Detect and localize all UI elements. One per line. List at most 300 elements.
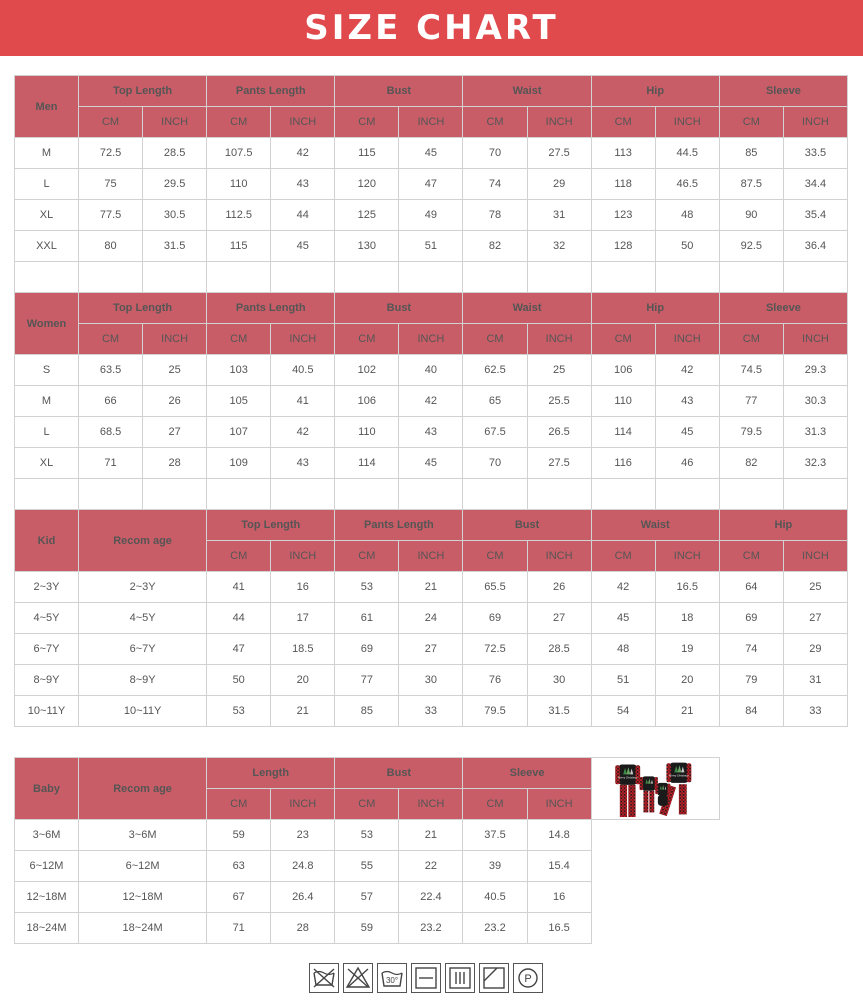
measurement-cell: 106 — [591, 355, 655, 386]
men-label: Men — [15, 76, 79, 138]
measurement-cell: 69 — [463, 603, 527, 634]
unit-inch: INCH — [527, 541, 591, 572]
col-header: Pants Length — [207, 293, 335, 324]
measurement-cell: 118 — [591, 169, 655, 200]
size-label: 6~12M — [15, 851, 79, 882]
unit-inch: INCH — [655, 107, 719, 138]
table-row — [15, 231, 848, 262]
measurement-cell: 67 — [207, 882, 271, 913]
measurement-cell: 27 — [143, 417, 207, 448]
measurement-cell: 35.4 — [783, 200, 847, 231]
measurement-cell: 61 — [335, 603, 399, 634]
recom-age-value: 6~7Y — [79, 634, 207, 665]
measurement-cell: 42 — [591, 572, 655, 603]
measurement-cell: 116 — [591, 448, 655, 479]
unit-inch: INCH — [527, 107, 591, 138]
table-row — [15, 634, 848, 665]
measurement-cell: 27 — [783, 603, 847, 634]
table-row — [15, 603, 848, 634]
measurement-cell: 70 — [463, 138, 527, 169]
measurement-cell: 26 — [143, 386, 207, 417]
men-size-table — [14, 75, 848, 293]
care-icons — [309, 963, 543, 993]
measurement-cell: 25 — [143, 355, 207, 386]
dry-flat-icon — [411, 963, 441, 993]
measurement-cell: 33 — [399, 696, 463, 727]
measurement-cell: 28.5 — [143, 138, 207, 169]
measurement-cell: 22 — [399, 851, 463, 882]
unit-inch: INCH — [783, 541, 847, 572]
no-bleach-icon — [343, 963, 373, 993]
unit-inch: INCH — [271, 541, 335, 572]
measurement-cell: 25.5 — [527, 386, 591, 417]
dry-clean-p-icon — [513, 963, 543, 993]
unit-inch: INCH — [399, 324, 463, 355]
unit-inch: INCH — [271, 107, 335, 138]
measurement-cell: 114 — [591, 417, 655, 448]
measurement-cell: 87.5 — [719, 169, 783, 200]
unit-cm: CM — [463, 107, 527, 138]
measurement-cell: 47 — [399, 169, 463, 200]
unit-cm: CM — [719, 541, 783, 572]
recom-age-value: 2~3Y — [79, 572, 207, 603]
measurement-cell: 41 — [207, 572, 271, 603]
men-rows — [15, 138, 848, 262]
measurement-cell: 102 — [335, 355, 399, 386]
size-label: L — [15, 417, 79, 448]
col-header: Sleeve — [463, 758, 591, 789]
measurement-cell: 74 — [463, 169, 527, 200]
recom-age-value: 18~24M — [79, 913, 207, 944]
measurement-cell: 78 — [463, 200, 527, 231]
size-label: S — [15, 355, 79, 386]
measurement-cell: 66 — [79, 386, 143, 417]
size-label: M — [15, 386, 79, 417]
table-row — [15, 572, 848, 603]
col-header: Top Length — [79, 76, 207, 107]
measurement-cell: 53 — [335, 820, 399, 851]
measurement-cell: 63.5 — [79, 355, 143, 386]
measurement-cell: 72.5 — [79, 138, 143, 169]
recom-age-value: 3~6M — [79, 820, 207, 851]
kid-pajama — [639, 776, 657, 812]
kid-rows — [15, 572, 848, 727]
measurement-cell: 26 — [527, 572, 591, 603]
measurement-cell: 21 — [271, 696, 335, 727]
measurement-cell: 46 — [655, 448, 719, 479]
measurement-cell: 28.5 — [527, 634, 591, 665]
measurement-cell: 65 — [463, 386, 527, 417]
measurement-cell: 20 — [655, 665, 719, 696]
col-header: Pants Length — [335, 510, 463, 541]
table-row — [15, 448, 848, 479]
unit-inch: INCH — [655, 541, 719, 572]
measurement-cell: 26.4 — [271, 882, 335, 913]
measurement-cell: 63 — [207, 851, 271, 882]
col-header: Top Length — [207, 510, 335, 541]
spacer-row — [15, 262, 848, 293]
measurement-cell: 19 — [655, 634, 719, 665]
measurement-cell: 17 — [271, 603, 335, 634]
measurement-cell: 27.5 — [527, 138, 591, 169]
measurement-cell: 45 — [271, 231, 335, 262]
measurement-cell: 43 — [271, 448, 335, 479]
size-label: 10~11Y — [15, 696, 79, 727]
measurement-cell: 14.8 — [527, 820, 591, 851]
measurement-cell: 32 — [527, 231, 591, 262]
measurement-cell: 16.5 — [655, 572, 719, 603]
table-row — [15, 386, 848, 417]
size-label: 6~7Y — [15, 634, 79, 665]
measurement-cell: 21 — [399, 572, 463, 603]
measurement-cell: 123 — [591, 200, 655, 231]
unit-cm: CM — [79, 107, 143, 138]
unit-inch: INCH — [783, 107, 847, 138]
measurement-cell: 45 — [399, 138, 463, 169]
measurement-cell: 16.5 — [527, 913, 591, 944]
measurement-cell: 50 — [207, 665, 271, 696]
measurement-cell: 109 — [207, 448, 271, 479]
measurement-cell: 107 — [207, 417, 271, 448]
measurement-cell: 71 — [79, 448, 143, 479]
measurement-cell: 110 — [591, 386, 655, 417]
measurement-cell: 77.5 — [79, 200, 143, 231]
unit-inch: INCH — [399, 107, 463, 138]
kid-label: Kid — [15, 510, 79, 572]
measurement-cell: 31.5 — [527, 696, 591, 727]
measurement-cell: 46.5 — [655, 169, 719, 200]
baby-label: Baby — [15, 758, 79, 820]
unit-cm: CM — [719, 324, 783, 355]
unit-cm: CM — [79, 324, 143, 355]
size-label: 2~3Y — [15, 572, 79, 603]
measurement-cell: 42 — [271, 417, 335, 448]
measurement-cell: 29.3 — [783, 355, 847, 386]
measurement-cell: 79 — [719, 665, 783, 696]
measurement-cell: 43 — [271, 169, 335, 200]
unit-cm: CM — [591, 541, 655, 572]
measurement-cell: 64 — [719, 572, 783, 603]
baby-rows — [15, 820, 848, 944]
measurement-cell: 27 — [399, 634, 463, 665]
measurement-cell: 71 — [207, 913, 271, 944]
col-header: Bust — [335, 758, 463, 789]
measurement-cell: 41 — [271, 386, 335, 417]
recom-age-value: 8~9Y — [79, 665, 207, 696]
no-wash-icon — [309, 963, 339, 993]
measurement-cell: 22.4 — [399, 882, 463, 913]
measurement-cell: 26.5 — [527, 417, 591, 448]
family-pajamas-image — [592, 758, 719, 819]
measurement-cell: 62.5 — [463, 355, 527, 386]
table-row — [15, 913, 848, 944]
recom-age-value: 10~11Y — [79, 696, 207, 727]
measurement-cell: 31.5 — [143, 231, 207, 262]
measurement-cell: 34.4 — [783, 169, 847, 200]
measurement-cell: 47 — [207, 634, 271, 665]
measurement-cell: 42 — [399, 386, 463, 417]
size-label: XL — [15, 448, 79, 479]
unit-inch: INCH — [143, 107, 207, 138]
measurement-cell: 37.5 — [463, 820, 527, 851]
col-header: Bust — [335, 293, 463, 324]
recom-age-value: 12~18M — [79, 882, 207, 913]
svg-text:P: P — [524, 973, 532, 985]
measurement-cell: 69 — [335, 634, 399, 665]
size-label: M — [15, 138, 79, 169]
measurement-cell: 28 — [271, 913, 335, 944]
measurement-cell: 59 — [207, 820, 271, 851]
title-banner — [0, 0, 863, 56]
measurement-cell: 84 — [719, 696, 783, 727]
table-row — [15, 882, 848, 913]
measurement-cell: 21 — [655, 696, 719, 727]
measurement-cell: 27 — [527, 603, 591, 634]
size-label: 3~6M — [15, 820, 79, 851]
measurement-cell: 51 — [591, 665, 655, 696]
measurement-cell: 23 — [271, 820, 335, 851]
size-label: XL — [15, 200, 79, 231]
unit-cm: CM — [591, 324, 655, 355]
measurement-cell: 33.5 — [783, 138, 847, 169]
measurement-cell: 31 — [527, 200, 591, 231]
wash-30-icon — [377, 963, 407, 993]
measurement-cell: 79.5 — [463, 696, 527, 727]
measurement-cell: 130 — [335, 231, 399, 262]
adult-left-pajama — [615, 765, 640, 817]
spacer-row — [15, 479, 848, 510]
size-label: XXL — [15, 231, 79, 262]
unit-inch: INCH — [399, 789, 463, 820]
measurement-cell: 31 — [783, 665, 847, 696]
measurement-cell: 76 — [463, 665, 527, 696]
size-label: 18~24M — [15, 913, 79, 944]
col-header: Waist — [463, 76, 591, 107]
measurement-cell: 24.8 — [271, 851, 335, 882]
table-row — [15, 665, 848, 696]
measurement-cell: 18 — [655, 603, 719, 634]
table-row — [15, 417, 848, 448]
table-row — [15, 169, 848, 200]
measurement-cell: 18.5 — [271, 634, 335, 665]
measurement-cell: 67.5 — [463, 417, 527, 448]
unit-cm: CM — [719, 107, 783, 138]
measurement-cell: 15.4 — [527, 851, 591, 882]
recom-age-value: 4~5Y — [79, 603, 207, 634]
unit-cm: CM — [335, 324, 399, 355]
recom-age-header: Recom age — [79, 510, 207, 572]
col-header: Sleeve — [719, 293, 847, 324]
table-row — [15, 355, 848, 386]
measurement-cell: 128 — [591, 231, 655, 262]
unit-inch: INCH — [527, 324, 591, 355]
unit-cm: CM — [207, 107, 271, 138]
measurement-cell: 82 — [719, 448, 783, 479]
unit-inch: INCH — [399, 541, 463, 572]
measurement-cell: 92.5 — [719, 231, 783, 262]
measurement-cell: 115 — [207, 231, 271, 262]
women-label: Women — [15, 293, 79, 355]
measurement-cell: 33 — [783, 696, 847, 727]
recom-age-value: 6~12M — [79, 851, 207, 882]
measurement-cell: 54 — [591, 696, 655, 727]
measurement-cell: 53 — [207, 696, 271, 727]
svg-text:Merry Christmas: Merry Christmas — [617, 776, 638, 780]
measurement-cell: 77 — [335, 665, 399, 696]
unit-inch: INCH — [655, 324, 719, 355]
svg-text:30°: 30° — [385, 976, 399, 985]
unit-cm: CM — [207, 789, 271, 820]
svg-text:Merry Christmas: Merry Christmas — [668, 774, 689, 778]
measurement-cell: 59 — [335, 913, 399, 944]
measurement-cell: 39 — [463, 851, 527, 882]
measurement-cell: 107.5 — [207, 138, 271, 169]
measurement-cell: 50 — [655, 231, 719, 262]
col-header: Bust — [335, 76, 463, 107]
unit-cm: CM — [463, 324, 527, 355]
measurement-cell: 23.2 — [463, 913, 527, 944]
measurement-cell: 75 — [79, 169, 143, 200]
measurement-cell: 30.5 — [143, 200, 207, 231]
measurement-cell: 106 — [335, 386, 399, 417]
measurement-cell: 48 — [591, 634, 655, 665]
unit-cm: CM — [335, 107, 399, 138]
measurement-cell: 45 — [655, 417, 719, 448]
measurement-cell: 80 — [79, 231, 143, 262]
measurement-cell: 44 — [271, 200, 335, 231]
col-header: Bust — [463, 510, 591, 541]
measurement-cell: 85 — [719, 138, 783, 169]
measurement-cell: 27.5 — [527, 448, 591, 479]
measurement-cell: 51 — [399, 231, 463, 262]
table-row — [15, 820, 848, 851]
measurement-cell: 72.5 — [463, 634, 527, 665]
measurement-cell: 24 — [399, 603, 463, 634]
col-header: Hip — [719, 510, 847, 541]
measurement-cell: 28 — [143, 448, 207, 479]
measurement-cell: 30.3 — [783, 386, 847, 417]
recom-age-header: Recom age — [79, 758, 207, 820]
kid-size-table — [14, 509, 848, 727]
unit-inch: INCH — [527, 789, 591, 820]
measurement-cell: 43 — [399, 417, 463, 448]
measurement-cell: 110 — [207, 169, 271, 200]
unit-cm: CM — [207, 324, 271, 355]
unit-inch: INCH — [271, 789, 335, 820]
pajama-illustration — [591, 758, 719, 820]
measurement-cell: 105 — [207, 386, 271, 417]
col-header: Hip — [591, 293, 719, 324]
col-header: Pants Length — [207, 76, 335, 107]
measurement-cell: 49 — [399, 200, 463, 231]
measurement-cell: 21 — [399, 820, 463, 851]
measurement-cell: 77 — [719, 386, 783, 417]
table-row — [15, 138, 848, 169]
measurement-cell: 85 — [335, 696, 399, 727]
measurement-cell: 74 — [719, 634, 783, 665]
size-label: 8~9Y — [15, 665, 79, 696]
table-row — [15, 200, 848, 231]
measurement-cell: 115 — [335, 138, 399, 169]
page-title: SIZE CHART — [304, 8, 559, 48]
measurement-cell: 40.5 — [463, 882, 527, 913]
measurement-cell: 79.5 — [719, 417, 783, 448]
measurement-cell: 48 — [655, 200, 719, 231]
measurement-cell: 23.2 — [399, 913, 463, 944]
unit-cm: CM — [463, 541, 527, 572]
measurement-cell: 42 — [655, 355, 719, 386]
unit-inch: INCH — [143, 324, 207, 355]
unit-cm: CM — [591, 107, 655, 138]
measurement-cell: 45 — [591, 603, 655, 634]
measurement-cell: 70 — [463, 448, 527, 479]
col-header: Waist — [591, 510, 719, 541]
measurement-cell: 68.5 — [79, 417, 143, 448]
measurement-cell: 29 — [783, 634, 847, 665]
measurement-cell: 82 — [463, 231, 527, 262]
col-header: Sleeve — [719, 76, 847, 107]
measurement-cell: 45 — [399, 448, 463, 479]
measurement-cell: 32.3 — [783, 448, 847, 479]
measurement-cell: 16 — [527, 882, 591, 913]
measurement-cell: 29 — [527, 169, 591, 200]
measurement-cell: 125 — [335, 200, 399, 231]
measurement-cell: 90 — [719, 200, 783, 231]
measurement-cell: 112.5 — [207, 200, 271, 231]
measurement-cell: 29.5 — [143, 169, 207, 200]
unit-cm: CM — [463, 789, 527, 820]
measurement-cell: 113 — [591, 138, 655, 169]
shade-dry-icon — [479, 963, 509, 993]
measurement-cell: 16 — [271, 572, 335, 603]
unit-cm: CM — [335, 789, 399, 820]
size-label: L — [15, 169, 79, 200]
measurement-cell: 114 — [335, 448, 399, 479]
size-label: 4~5Y — [15, 603, 79, 634]
measurement-cell: 44.5 — [655, 138, 719, 169]
measurement-cell: 44 — [207, 603, 271, 634]
drip-dry-icon — [445, 963, 475, 993]
col-header: Hip — [591, 76, 719, 107]
measurement-cell: 40 — [399, 355, 463, 386]
col-header: Top Length — [79, 293, 207, 324]
measurement-cell: 43 — [655, 386, 719, 417]
measurement-cell: 30 — [527, 665, 591, 696]
measurement-cell: 65.5 — [463, 572, 527, 603]
measurement-cell: 30 — [399, 665, 463, 696]
measurement-cell: 69 — [719, 603, 783, 634]
baby-size-table — [14, 757, 848, 944]
measurement-cell: 36.4 — [783, 231, 847, 262]
women-size-table — [14, 292, 848, 510]
measurement-cell: 20 — [271, 665, 335, 696]
table-row — [15, 851, 848, 882]
measurement-cell: 25 — [783, 572, 847, 603]
measurement-cell: 103 — [207, 355, 271, 386]
measurement-cell: 120 — [335, 169, 399, 200]
measurement-cell: 74.5 — [719, 355, 783, 386]
unit-inch: INCH — [271, 324, 335, 355]
measurement-cell: 40.5 — [271, 355, 335, 386]
measurement-cell: 31.3 — [783, 417, 847, 448]
unit-inch: INCH — [783, 324, 847, 355]
unit-cm: CM — [207, 541, 271, 572]
measurement-cell: 25 — [527, 355, 591, 386]
women-rows — [15, 355, 848, 479]
measurement-cell: 57 — [335, 882, 399, 913]
measurement-cell: 55 — [335, 851, 399, 882]
table-row — [15, 696, 848, 727]
